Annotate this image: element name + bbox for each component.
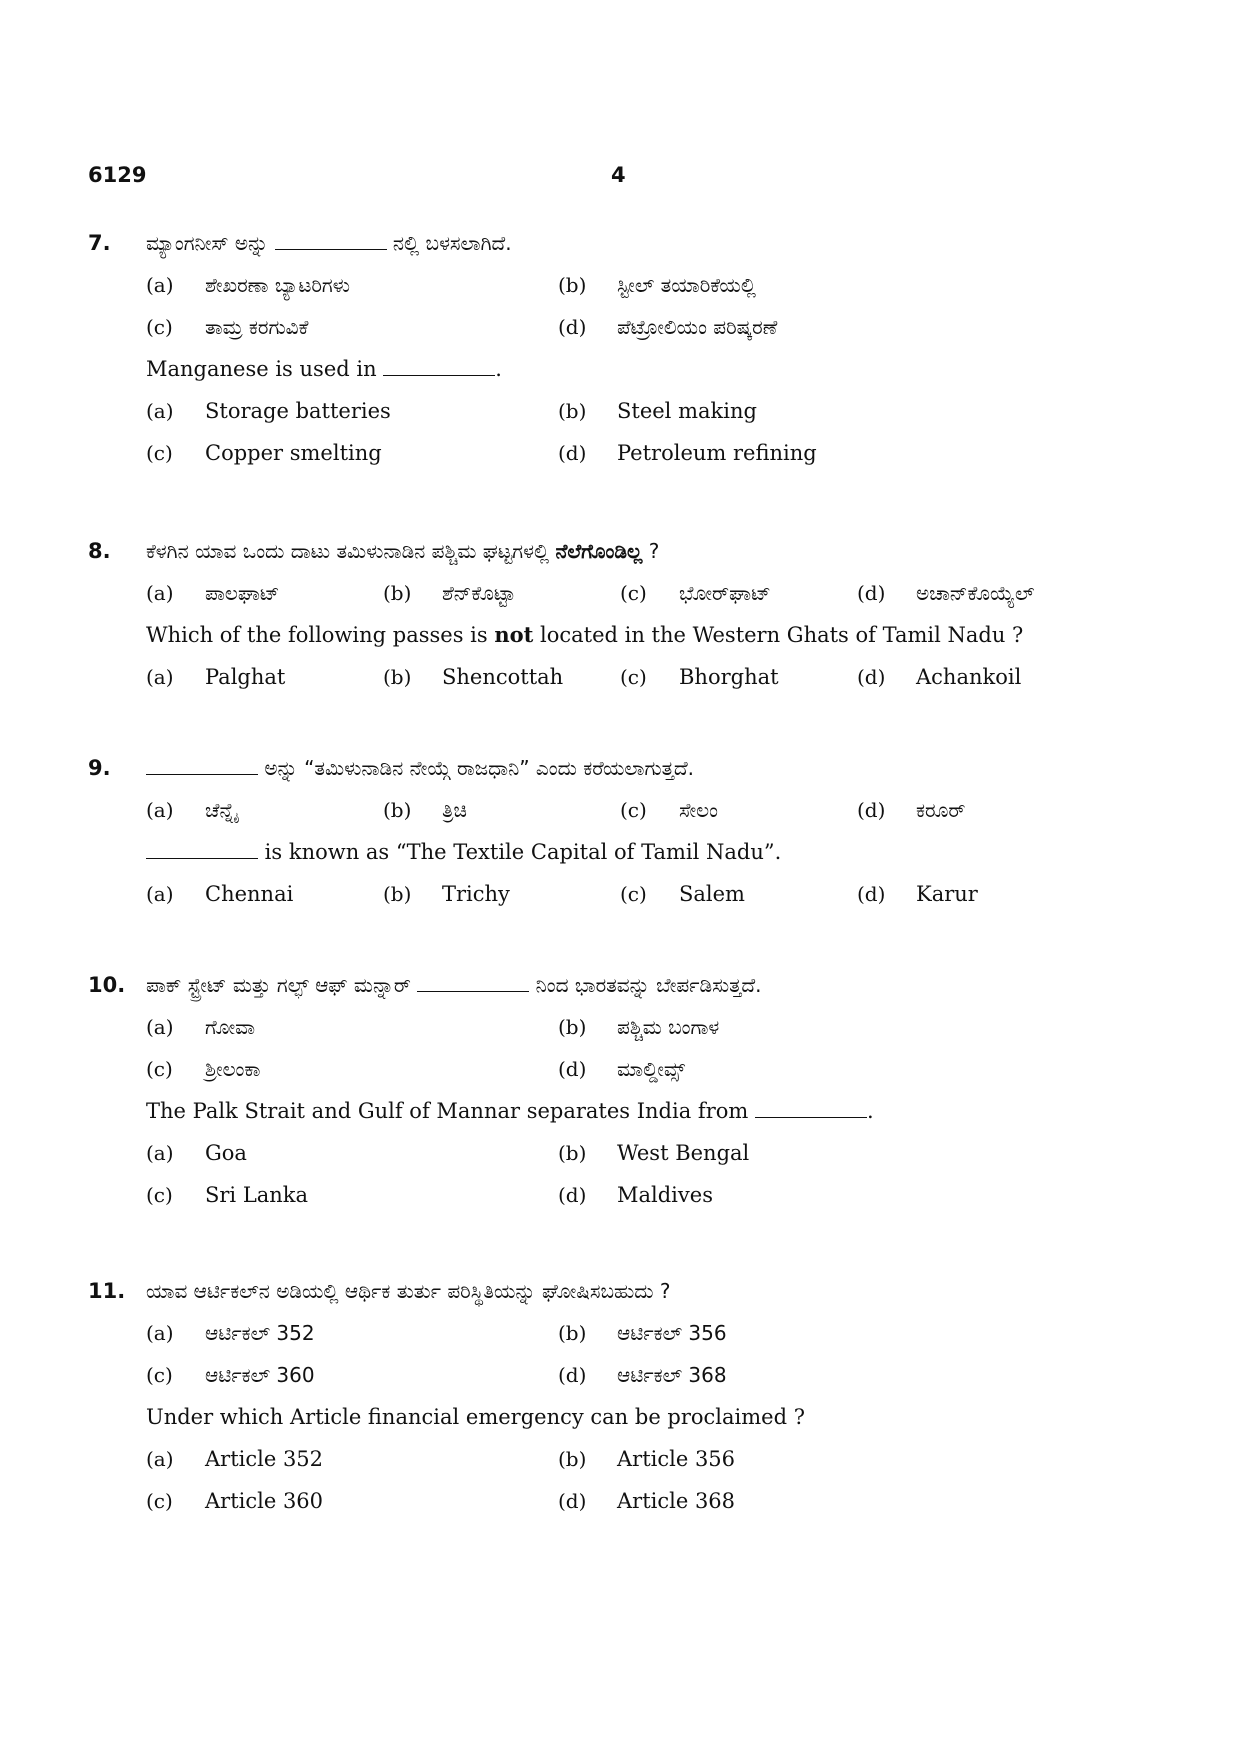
option-label-d: (d) [857, 581, 886, 605]
option-a-kannada: ಶೇಖರಣಾ ಬ್ಯಾಟರಿಗಳು [205, 273, 350, 297]
option-d-kannada: ಮಾಲ್ಡೀವ್ಸ್ [617, 1057, 686, 1081]
question-stem-english: is known as “The Textile Capital of Tamil Nadu”. [146, 837, 781, 867]
option-label-c: (c) [146, 441, 173, 465]
option-b-english: Article 356 [617, 1447, 736, 1471]
option-label-a: (a) [146, 882, 174, 906]
question-stem-english: Under which Article financial emergency can be proclaimed ? [146, 1405, 805, 1429]
question-stem-kannada: ಯಾವ ಆರ್ಟಿಕಲ್‌ನ ಅಡಿಯಲ್ಲಿ ಆರ್ಥಿಕ ತುರ್ತು ಪರಿಸ್ಥಿತಿಯನ್ನು ಘೋಷಿಸಬಹುದು ? [146, 1279, 671, 1303]
option-a-kannada: ಪಾಲಘಾಟ್ [205, 581, 280, 605]
question-9 [88, 753, 1152, 921]
option-a-english: Goa [205, 1141, 247, 1165]
question-8 [88, 536, 1152, 704]
option-a-english: Article 352 [205, 1447, 324, 1471]
option-d-english: Article 368 [617, 1489, 736, 1513]
option-b-kannada: ಆರ್ಟಿಕಲ್ 356 [617, 1321, 727, 1345]
option-c-kannada: ಭೋರ್‌ಘಾಟ್ [679, 581, 771, 605]
question-7 [88, 228, 1152, 480]
option-label-a: (a) [146, 399, 174, 423]
option-label-b: (b) [383, 665, 412, 689]
option-label-d: (d) [558, 441, 587, 465]
option-b-kannada: ಶೆನ್‌ಕೊಟ್ಟಾ [442, 581, 516, 605]
option-c-english: Article 360 [205, 1489, 324, 1513]
option-d-english: Karur [916, 882, 978, 906]
question-11 [88, 1276, 1152, 1528]
option-label-d: (d) [558, 1489, 587, 1513]
option-b-english: Steel making [617, 399, 757, 423]
option-b-kannada: ಸ್ಟೀಲ್ ತಯಾರಿಕೆಯಲ್ಲಿ [617, 273, 756, 297]
option-a-kannada: ಗೋವಾ [205, 1015, 256, 1039]
option-label-a: (a) [146, 1015, 174, 1039]
option-b-english: Shencottah [442, 665, 564, 689]
page-number: 4 [611, 163, 626, 187]
option-label-c: (c) [620, 581, 647, 605]
option-b-english: West Bengal [617, 1141, 750, 1165]
option-c-kannada: ಸೇಲಂ [679, 798, 718, 822]
option-label-d: (d) [857, 798, 886, 822]
option-label-c: (c) [146, 1363, 173, 1387]
answer-blank [146, 756, 258, 775]
question-number: 8. [88, 539, 111, 563]
option-a-english: Storage batteries [205, 399, 391, 423]
option-a-english: Chennai [205, 882, 294, 906]
option-b-kannada: ಪಶ್ಚಿಮ ಬಂಗಾಳ [617, 1015, 720, 1039]
option-a-kannada: ಚೆನ್ನೈ [205, 798, 238, 822]
question-stem-kannada: ಕೆಳಗಿನ ಯಾವ ಒಂದು ದಾಟು ತಮಿಳುನಾಡಿನ ಪಶ್ಚಿಮ ಘಟ್ಟಗಳಲ್ಲಿ ನೆಲೆಗೊಂಡಿಲ್ಲ ? [146, 539, 660, 563]
question-stem-kannada: ಮ್ಯಾಂಗನೀಸ್ ಅನ್ನು ನಲ್ಲಿ ಬಳಸಲಾಗಿದೆ. [146, 231, 512, 255]
answer-blank [417, 973, 529, 992]
question-stem-english: Which of the following passes is not located in the Western Ghats of Tamil Nadu ? [146, 622, 1024, 647]
question-number: 11. [88, 1279, 126, 1303]
option-d-english: Maldives [617, 1183, 713, 1207]
answer-blank [146, 840, 258, 859]
option-c-english: Sri Lanka [205, 1183, 309, 1207]
option-label-c: (c) [620, 798, 647, 822]
option-label-d: (d) [857, 665, 886, 689]
option-c-english: Bhorghat [679, 665, 779, 689]
option-c-kannada: ಆರ್ಟಿಕಲ್ 360 [205, 1363, 315, 1387]
option-label-b: (b) [558, 1447, 587, 1471]
option-d-english: Achankoil [916, 665, 1022, 689]
option-c-kannada: ಶ್ರೀಲಂಕಾ [205, 1057, 261, 1081]
option-label-a: (a) [146, 581, 174, 605]
option-label-b: (b) [558, 273, 587, 297]
option-label-b: (b) [558, 399, 587, 423]
question-number: 7. [88, 231, 111, 255]
option-label-a: (a) [146, 1447, 174, 1471]
option-c-kannada: ತಾಮ್ರ ಕರಗುವಿಕೆ [205, 315, 309, 339]
option-label-b: (b) [383, 882, 412, 906]
page-header [88, 163, 1152, 195]
option-label-a: (a) [146, 1321, 174, 1345]
option-label-c: (c) [620, 665, 647, 689]
option-a-kannada: ಆರ್ಟಿಕಲ್ 352 [205, 1321, 315, 1345]
question-number: 9. [88, 756, 111, 780]
option-d-kannada: ಪೆಟ್ರೋಲಿಯಂ ಪರಿಷ್ಕರಣೆ [617, 315, 778, 339]
option-label-b: (b) [383, 581, 412, 605]
option-label-d: (d) [558, 1363, 587, 1387]
option-label-b: (b) [558, 1141, 587, 1165]
answer-blank [755, 1099, 867, 1118]
question-stem-kannada: ಅನ್ನು “ತಮಿಳುನಾಡಿನ ನೇಯ್ಗೆ ರಾಜಧಾನಿ” ಎಂದು ಕರೆಯಲಾಗುತ್ತದೆ. [146, 753, 694, 783]
answer-blank [275, 231, 387, 250]
option-label-b: (b) [558, 1015, 587, 1039]
paper-code: 6129 [88, 163, 147, 187]
option-b-kannada: ತ್ರಿಚಿ [442, 798, 467, 822]
option-a-english: Palghat [205, 665, 286, 689]
option-label-d: (d) [558, 315, 587, 339]
option-label-d: (d) [857, 882, 886, 906]
question-number: 10. [88, 973, 126, 997]
option-label-a: (a) [146, 1141, 174, 1165]
question-stem-english: Manganese is used in . [146, 357, 502, 381]
option-label-d: (d) [558, 1057, 587, 1081]
option-d-english: Petroleum refining [617, 441, 817, 465]
option-label-c: (c) [146, 1057, 173, 1081]
question-10 [88, 970, 1152, 1222]
option-d-kannada: ಕರೂರ್ [916, 798, 966, 822]
option-d-kannada: ಅಚಾನ್‌ಕೊಯ್ಯೆಲ್ [916, 581, 1035, 605]
option-d-kannada: ಆರ್ಟಿಕಲ್ 368 [617, 1363, 727, 1387]
option-label-b: (b) [558, 1321, 587, 1345]
answer-blank [383, 357, 495, 376]
option-label-a: (a) [146, 273, 174, 297]
option-label-b: (b) [383, 798, 412, 822]
option-label-c: (c) [146, 315, 173, 339]
option-label-c: (c) [146, 1489, 173, 1513]
option-label-a: (a) [146, 798, 174, 822]
option-label-a: (a) [146, 665, 174, 689]
option-label-c: (c) [146, 1183, 173, 1207]
option-c-english: Salem [679, 882, 745, 906]
option-label-c: (c) [620, 882, 647, 906]
option-label-d: (d) [558, 1183, 587, 1207]
option-c-english: Copper smelting [205, 441, 382, 465]
question-stem-english: The Palk Strait and Gulf of Mannar separates India from . [146, 1099, 874, 1123]
question-stem-kannada: ಪಾಕ್ ಸ್ಟ್ರೇಟ್ ಮತ್ತು ಗಲ್ಫ್ ಆಫ್ ಮನ್ನಾರ್ ನಿಂದ ಭಾರತವನ್ನು ಬೇರ್ಪಡಿಸುತ್ತದೆ. [146, 973, 762, 997]
option-b-english: Trichy [442, 882, 510, 906]
